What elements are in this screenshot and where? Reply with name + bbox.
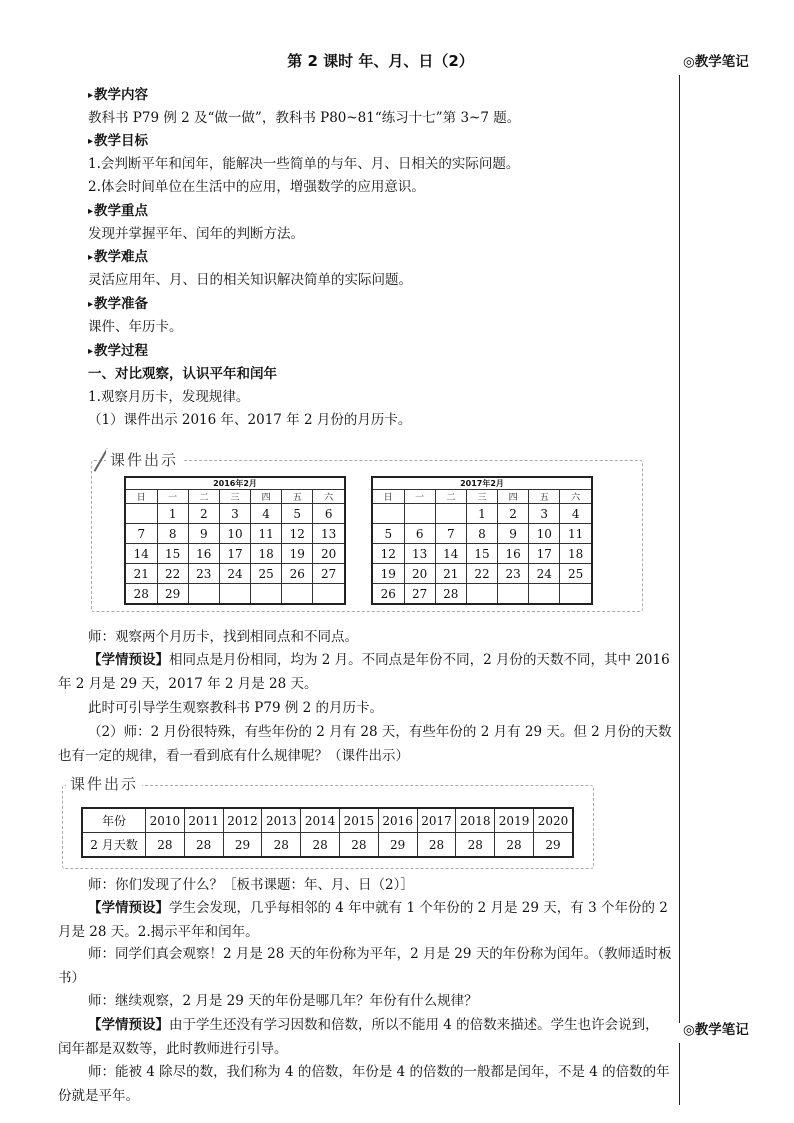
calendar-day-cell	[188, 584, 219, 605]
days-cell: 28	[301, 833, 340, 858]
calendar-day-cell: 2	[188, 504, 219, 524]
calendar-day-cell: 26	[372, 584, 404, 605]
calendar-day-cell: 8	[466, 524, 497, 544]
calendar-day-cell: 4	[560, 504, 592, 524]
calendar-day-cell: 14	[125, 544, 157, 564]
calendar-day-cell: 13	[404, 544, 435, 564]
calendar-day-cell: 12	[282, 524, 313, 544]
calendar-day-cell: 9	[498, 524, 529, 544]
calendar-week-row	[125, 504, 345, 524]
calendar-day-cell: 20	[313, 544, 345, 564]
courseware-label: 课件出示	[66, 773, 142, 794]
calendar-day-cell: 29	[157, 584, 188, 605]
table-header: 2 月天数	[82, 833, 146, 858]
calendar-caption: 2017年2月	[372, 477, 592, 490]
heading-process: ▸ 教学过程	[88, 342, 673, 362]
page-title: 第 2 课时 年、月、日（2）	[287, 52, 474, 70]
key-text: 发现并掌握平年、闰年的判断方法。	[88, 226, 304, 242]
calendar-day-cell: 25	[251, 564, 282, 584]
days-cell: 29	[533, 833, 573, 858]
calendar-day-cell: 1	[157, 504, 188, 524]
calendar-caption: 2016年2月	[125, 477, 345, 490]
preset-tag: 【学情预设】	[88, 1017, 169, 1033]
calendar-day-cell: 13	[313, 524, 345, 544]
calendar-day-cell: 19	[372, 564, 404, 584]
days-cell: 28	[184, 833, 223, 858]
calendar-day-cell	[435, 504, 466, 524]
calendar-day-cell: 11	[251, 524, 282, 544]
difficulty-text: 灵活应用年、月、日的相关知识解决简单的实际问题。	[88, 272, 412, 288]
days-cell: 28	[339, 833, 378, 858]
goal-1: 1.会判断平年和闰年，能解决一些简单的与年、月、日相关的实际问题。	[88, 156, 520, 172]
continue-text: 师：继续观察，2 月是 29 天的年份是哪几年？年份有什么规律？	[88, 993, 478, 1009]
calendar-day-cell: 5	[372, 524, 404, 544]
calendar-week-row	[372, 504, 592, 524]
calendar-day-cell: 26	[282, 564, 313, 584]
year-cell: 2011	[184, 808, 223, 833]
preparation-text: 课件、年历卡。	[88, 319, 183, 335]
calendar-day-cell: 16	[498, 544, 529, 564]
days-cell: 29	[223, 833, 262, 858]
year-cell: 2013	[262, 808, 301, 833]
calendar-week-row	[125, 564, 345, 584]
calendar-day-cell: 18	[251, 544, 282, 564]
paragraph-question	[58, 720, 673, 768]
calendar-day-cell	[404, 504, 435, 524]
paragraph-preset-2	[58, 896, 673, 944]
teaching-notes-label: ◎教学笔记	[683, 54, 749, 70]
calendar-day-cell: 4	[251, 504, 282, 524]
preset-text: 学生会发现，几乎每相邻的 4 年中就有 1 个年份的 2 月是 29 天，有 3 个年份的 2 月是 28 天。2.揭示平年和闰年。	[58, 900, 668, 940]
calendar-week-row	[125, 584, 345, 605]
weekday-cell: 六	[313, 490, 345, 504]
days-cell: 29	[378, 833, 417, 858]
calendar-day-cell: 21	[435, 564, 466, 584]
weekday-cell: 三	[219, 490, 250, 504]
calendar-day-cell: 23	[498, 564, 529, 584]
weekday-cell: 四	[498, 490, 529, 504]
days-cell: 28	[495, 833, 534, 858]
calendar-day-cell: 1	[466, 504, 497, 524]
calendar-week-row	[125, 524, 345, 544]
calendar-day-cell: 14	[435, 544, 466, 564]
year-cell: 2010	[146, 808, 185, 833]
year-days-table	[81, 807, 574, 858]
calendar-day-cell	[529, 584, 560, 605]
calendar-day-cell: 19	[282, 544, 313, 564]
calendar-day-cell: 2	[498, 504, 529, 524]
calendar-day-cell: 3	[529, 504, 560, 524]
calendar-day-cell	[125, 504, 157, 524]
calendar-day-cell: 23	[188, 564, 219, 584]
year-cell: 2020	[533, 808, 573, 833]
weekday-cell: 日	[372, 490, 404, 504]
heading-preparation: ▸ 教学准备	[88, 295, 673, 315]
calendar-2017-feb	[371, 476, 593, 605]
paragraph-preset-3	[58, 1013, 670, 1061]
heading-content: ▸ 教学内容	[88, 86, 673, 106]
heading-key: ▸ 教学重点	[88, 202, 673, 222]
paragraph-continue	[58, 989, 673, 1013]
calendar-day-cell: 25	[560, 564, 592, 584]
teaching-notes-label-2: ◎教学笔记	[683, 1022, 749, 1038]
step-1-title: 一、对比观察，认识平年和闰年	[88, 366, 277, 382]
weekday-cell: 二	[188, 490, 219, 504]
preset-text: 相同点是月份相同，均为 2 月。不同点是年份不同，2 月份的天数不同，其中 2016 年 2 月是 29 天，2017 年 2 月是 28 天。	[58, 652, 670, 692]
calendar-2016-feb	[124, 476, 346, 605]
calendar-day-cell	[372, 504, 404, 524]
calendar-day-cell: 5	[282, 504, 313, 524]
calendar-day-cell: 3	[219, 504, 250, 524]
calendar-day-cell: 22	[157, 564, 188, 584]
question-text: （2）师：2 月份很特殊，有些年份的 2 月有 28 天，有些年份的 2 月有 29 天。但 2 月份的天数也有一定的规律，看一看到底有什么规律呢？（课件出示）	[58, 724, 672, 764]
calendar-day-cell: 6	[313, 504, 345, 524]
calendar-day-cell: 28	[435, 584, 466, 605]
calendar-day-cell: 6	[404, 524, 435, 544]
paragraph-guide	[58, 696, 673, 720]
weekday-cell: 五	[282, 490, 313, 504]
preset-text: 由于学生还没有学习因数和倍数，所以不能用 4 的倍数来描述。学生也许会说到，闰年都是双数等，此时教师进行引导。	[58, 1017, 659, 1057]
calendar-day-cell	[498, 584, 529, 605]
year-cell: 2012	[223, 808, 262, 833]
days-cell: 28	[417, 833, 456, 858]
calendar-day-cell	[466, 584, 497, 605]
days-cell: 28	[146, 833, 185, 858]
weekday-cell: 二	[435, 490, 466, 504]
paragraph-discover: 师：你们发现了什么？［板书课题：年、月、日（2）］	[88, 877, 414, 893]
calendar-day-cell: 15	[157, 544, 188, 564]
calendar-day-cell: 27	[313, 564, 345, 584]
calendar-day-cell: 10	[529, 524, 560, 544]
days-cell: 28	[456, 833, 495, 858]
define-text: 师：同学们真会观察！2 月是 28 天的年份称为平年，2 月是 29 天的年份称为闰年。（教师适时板书）	[58, 946, 672, 986]
calendar-week-row	[372, 564, 592, 584]
notes-divider-2	[679, 1043, 680, 1105]
calendar-day-cell: 17	[219, 544, 250, 564]
weekday-cell: 五	[529, 490, 560, 504]
content-text: 教科书 P79 例 2 及“做一做”，教科书 P80~81“练习十七”第 3~7 题。	[88, 110, 521, 126]
heading-goals: ▸ 教学目标	[88, 132, 673, 152]
calendar-day-cell: 10	[219, 524, 250, 544]
calendar-day-cell: 24	[219, 564, 250, 584]
goal-2: 2.体会时间单位在生活中的应用，增强数学的应用意识。	[88, 179, 425, 195]
year-cell: 2015	[339, 808, 378, 833]
calendar-day-cell: 18	[560, 544, 592, 564]
weekday-cell: 四	[251, 490, 282, 504]
preset-tag: 【学情预设】	[88, 900, 169, 916]
multiple-text: 师：能被 4 除尽的数，我们称为 4 的倍数，年份是 4 的倍数的一般都是闰年，不是 4 的倍数的年份就是平年。	[58, 1064, 670, 1104]
calendar-day-cell: 9	[188, 524, 219, 544]
year-cell: 2019	[495, 808, 534, 833]
weekday-cell: 六	[560, 490, 592, 504]
weekday-cell: 日	[125, 490, 157, 504]
calendar-day-cell	[560, 584, 592, 605]
paragraph-define	[58, 942, 673, 990]
year-cell: 2018	[456, 808, 495, 833]
calendar-day-cell	[313, 584, 345, 605]
guide-text: 此时可引导学生观察教科书 P79 例 2 的月历卡。	[88, 700, 384, 716]
calendar-day-cell: 20	[404, 564, 435, 584]
table-header: 年份	[82, 808, 146, 833]
days-cell: 28	[262, 833, 301, 858]
calendar-day-cell: 27	[404, 584, 435, 605]
calendar-week-row	[372, 584, 592, 605]
weekday-cell: 三	[466, 490, 497, 504]
courseware-label: 课件出示	[106, 449, 182, 470]
step-1b: （1）课件出示 2016 年、2017 年 2 月份的月历卡。	[88, 412, 412, 428]
calendar-week-row	[372, 524, 592, 544]
calendar-day-cell	[219, 584, 250, 605]
weekday-cell: 一	[404, 490, 435, 504]
calendar-day-cell: 24	[529, 564, 560, 584]
year-cell: 2014	[301, 808, 340, 833]
calendar-day-cell: 15	[466, 544, 497, 564]
year-cell: 2017	[417, 808, 456, 833]
heading-difficulty: ▸ 教学难点	[88, 248, 673, 268]
calendar-day-cell: 8	[157, 524, 188, 544]
calendar-day-cell: 7	[435, 524, 466, 544]
calendar-day-cell: 21	[125, 564, 157, 584]
weekday-cell: 一	[157, 490, 188, 504]
paragraph-observe: 师：观察两个月历卡，找到相同点和不同点。	[88, 629, 358, 645]
calendar-day-cell	[251, 584, 282, 605]
calendar-day-cell: 11	[560, 524, 592, 544]
calendar-week-row	[125, 544, 345, 564]
preset-tag: 【学情预设】	[88, 652, 169, 668]
year-cell: 2016	[378, 808, 417, 833]
calendar-day-cell: 17	[529, 544, 560, 564]
calendar-day-cell: 7	[125, 524, 157, 544]
calendar-week-row	[372, 544, 592, 564]
step-1a: 1.观察月历卡，发现规律。	[88, 389, 250, 405]
calendar-day-cell: 16	[188, 544, 219, 564]
paragraph-preset-1	[58, 648, 673, 696]
calendar-day-cell: 12	[372, 544, 404, 564]
calendar-day-cell	[282, 584, 313, 605]
paragraph-multiple	[58, 1060, 670, 1108]
calendar-day-cell: 22	[466, 564, 497, 584]
notes-divider	[679, 75, 680, 1023]
calendar-day-cell: 28	[125, 584, 157, 605]
